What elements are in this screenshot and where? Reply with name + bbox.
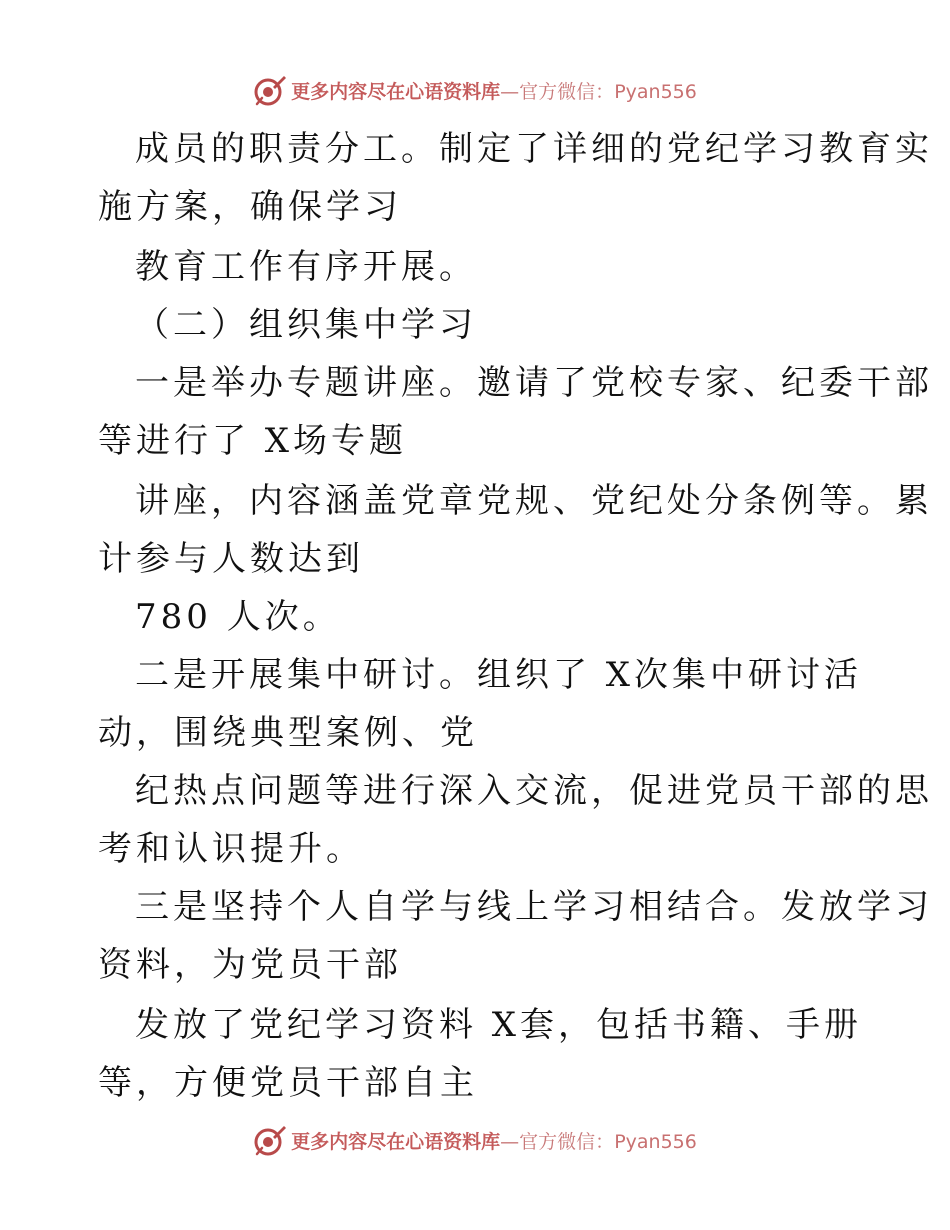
text-line: 讲座，内容涵盖党章党规、党纪处分条例等。累 bbox=[135, 481, 933, 521]
text-line: 施方案，确保学习 bbox=[98, 187, 402, 227]
footer-banner bbox=[0, 1120, 950, 1160]
header-wechat-id: Pyan556 bbox=[614, 80, 697, 103]
header-separator: — bbox=[500, 80, 520, 103]
text-line: 780 人次。 bbox=[135, 597, 341, 637]
footer-separator: — bbox=[500, 1130, 520, 1153]
footer-official-label: 官方微信： bbox=[519, 1130, 615, 1153]
header-text bbox=[291, 77, 697, 104]
text-line: 成员的职责分工。制定了详细的党纪学习教育实 bbox=[135, 129, 933, 169]
header-official-label: 官方微信： bbox=[519, 80, 615, 103]
footer-text bbox=[291, 1127, 697, 1154]
section-heading: （二）组织集中学习 bbox=[135, 305, 477, 345]
text-line: 动，围绕典型案例、党 bbox=[98, 713, 478, 753]
footer-site-name: 更多内容尽在心语资料库 bbox=[291, 1130, 501, 1153]
text-line: 教育工作有序开展。 bbox=[135, 247, 477, 287]
text-line: 考和认识提升。 bbox=[98, 829, 364, 869]
pen-logo-icon bbox=[253, 1123, 287, 1157]
text-line: 资料，为党员干部 bbox=[98, 945, 402, 985]
text-line: 纪热点问题等进行深入交流，促进党员干部的思 bbox=[135, 771, 933, 811]
text-line: 发放了党纪学习资料 X套，包括书籍、手册 bbox=[135, 1005, 863, 1045]
text-line: 一是举办专题讲座。邀请了党校专家、纪委干部 bbox=[135, 363, 933, 403]
header-site-name: 更多内容尽在心语资料库 bbox=[291, 80, 501, 103]
pen-logo-icon bbox=[253, 73, 287, 107]
text-line: 三是坚持个人自学与线上学习相结合。发放学习 bbox=[135, 887, 933, 927]
text-line: 二是开展集中研讨。组织了 X次集中研讨活 bbox=[135, 655, 863, 695]
footer-wechat-id: Pyan556 bbox=[614, 1130, 697, 1153]
text-line: 等，方便党员干部自主 bbox=[98, 1063, 478, 1103]
text-line: 等进行了 X场专题 bbox=[98, 421, 408, 461]
header-banner bbox=[0, 70, 950, 110]
text-line: 计参与人数达到 bbox=[98, 539, 364, 579]
